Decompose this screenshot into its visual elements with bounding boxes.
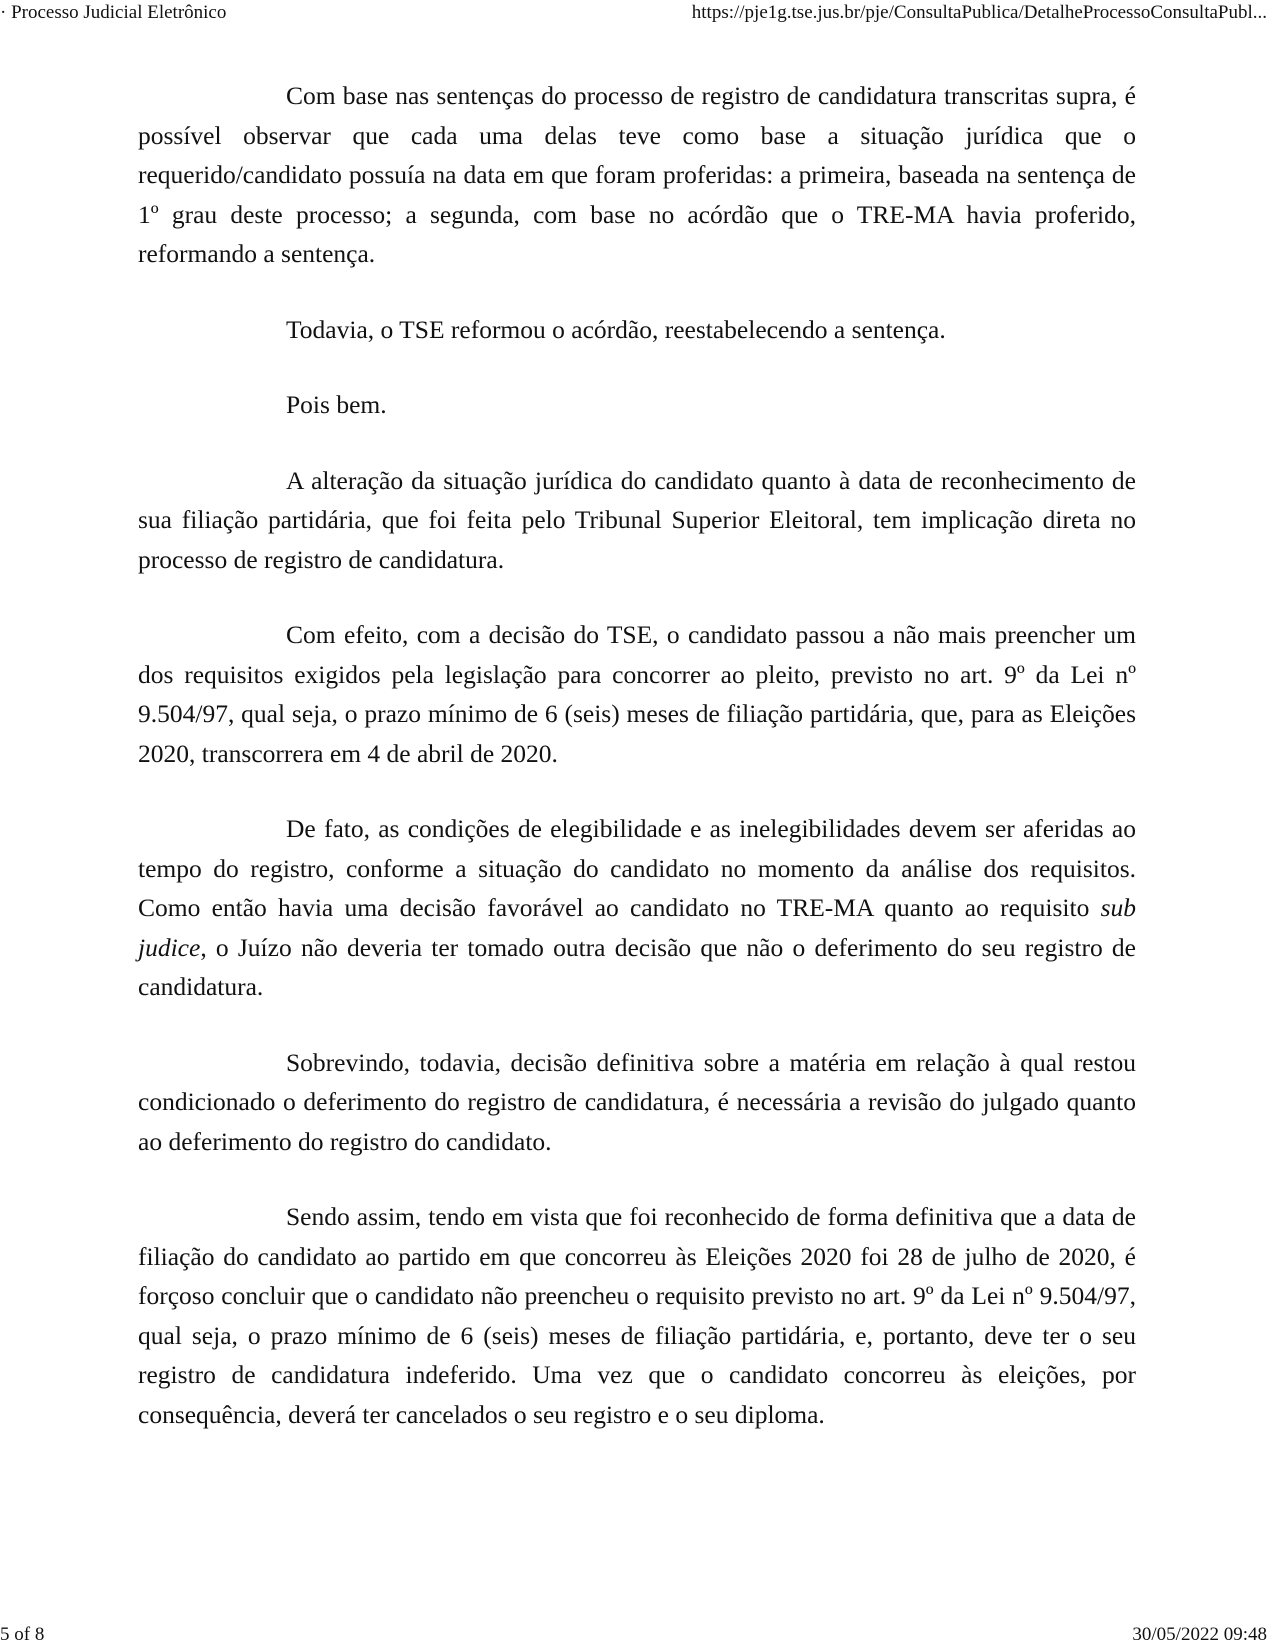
print-footer xyxy=(0,1622,1275,1648)
paragraph-6 xyxy=(138,809,1136,1007)
paragraph-8: Sendo assim, tendo em vista que foi reconhecido de forma definitiva que a data de filiação do candidato ao partido em que concorreu às Eleições 2020 foi 28 de julho de 2020, é forçoso concluir que o candidato não preencheu o requisito previsto no art. 9º da Lei nº 9.504/97, qual seja, o prazo mínimo de 6 (seis) meses de filiação partidária, e, portanto, deve ter o seu registro de candidatura indeferido. Uma vez que o candidato concorreu às eleições, por consequência, deverá ter cancelados o seu registro e o seu diploma. xyxy=(138,1202,1136,1429)
document-body xyxy=(138,76,1136,1470)
paragraph-4: A alteração da situação jurídica do candidato quanto à data de reconhecimento de sua filiação partidária, que foi feita pelo Tribunal Superior Eleitoral, tem implicação direta no processo de registro de candidatura. xyxy=(138,465,1136,574)
page-url: https://pje1g.tse.jus.br/pje/ConsultaPublica/DetalheProcessoConsultaPubl... xyxy=(691,2,1267,23)
paragraph-5: Com efeito, com a decisão do TSE, o candidato passou a não mais preencher um dos requisitos exigidos pela legislação para concorrer ao pleito, previsto no art. 9º da Lei nº 9.504/97, qual seja, o prazo mínimo de 6 (seis) meses de filiação partidária, que, para as Eleições 2020, transcorrera em 4 de abril de 2020. xyxy=(138,620,1136,768)
paragraph-3: Pois bem. xyxy=(286,390,387,419)
print-header xyxy=(0,0,1275,26)
paragraph-6-text-end: , o Juízo não deveria ter tomado outra decisão que não o deferimento do seu registro de candidatura. xyxy=(138,932,1136,1001)
page-title: · Processo Judicial Eletrônico xyxy=(0,2,227,23)
print-datetime: 30/05/2022 09:48 xyxy=(1132,1624,1267,1645)
sub-judice-term: sub judice xyxy=(138,893,1136,962)
paragraph-2: Todavia, o TSE reformou o acórdão, reestabelecendo a sentença. xyxy=(286,314,946,344)
paragraph-1: Com base nas sentenças do processo de registro de candidatura transcritas supra, é possível observar que cada uma delas teve como base a situação jurídica que o requerido/candidato possuía na data em que foram proferidas: a primeira, baseada na sentença de 1º grau deste processo; a segunda, com base no acórdão que o TRE-MA havia proferido, reformando a sentença. xyxy=(138,81,1136,268)
page-counter: 5 of 8 xyxy=(0,1624,45,1645)
paragraph-7: Sobrevindo, todavia, decisão definitiva sobre a matéria em relação à qual restou condicionado o deferimento do registro de candidatura, é necessária a revisão do julgado quanto ao deferimento do registro do candidato. xyxy=(138,1047,1136,1156)
paragraph-6-text-start: De fato, as condições de elegibilidade e as inelegibilidades devem ser aferidas ao tempo do registro, conforme a situação do candidato no momento da análise dos requisitos. Como então havia uma decisão favorável ao candidato no TRE-MA quanto ao requisito xyxy=(138,814,1136,922)
